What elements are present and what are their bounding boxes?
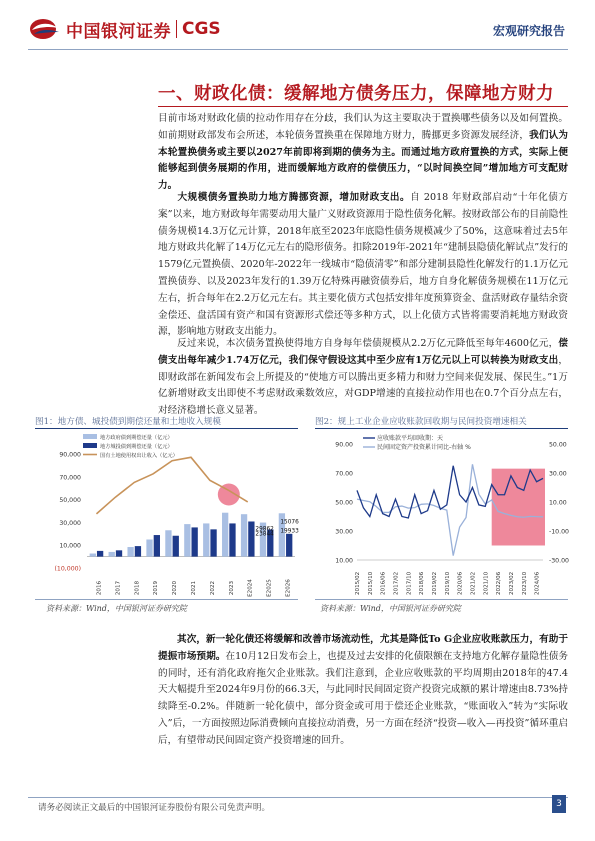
- y-tick-label: 50,000: [59, 497, 81, 505]
- paragraph-3: [158, 336, 568, 420]
- figure2-bottom-rule: [315, 599, 568, 600]
- y-left-tick-label: 50.00: [335, 499, 353, 507]
- y-tick-label: (10,000): [54, 565, 81, 573]
- brand-divider: [176, 20, 177, 38]
- data-label: 15076: [280, 519, 299, 526]
- section-title-rule: [158, 106, 568, 107]
- x-tick-label: 2023/10: [521, 571, 528, 595]
- legend-swatch: [83, 434, 97, 439]
- x-tick-label: 2021/10: [483, 571, 490, 595]
- x-tick-label: E2024: [247, 579, 254, 597]
- bar-urban-invest-bond: [286, 534, 292, 557]
- legend-label: 国有土地使用权出让收入（亿元）: [100, 453, 178, 459]
- x-tick-label: 2022: [209, 580, 216, 596]
- figure2-chart: [315, 430, 570, 598]
- bar-local-gov-bond: [222, 513, 228, 557]
- bar-local-gov-bond: [109, 552, 115, 557]
- legend-label: 应收账款平均回收期：天: [377, 435, 444, 442]
- x-tick-label: 2020/06: [457, 571, 464, 595]
- figure1-title: 图1：地方债、城投债到期偿还量和土地收入规模: [35, 417, 221, 427]
- data-label: 19933: [280, 528, 299, 535]
- paragraph-2: [158, 190, 568, 341]
- footer-disclaimer: 请务必阅读正文最后的中国银河证券股份有限公司免责声明。: [38, 803, 271, 813]
- bar-urban-invest-bond: [173, 536, 179, 557]
- header-rule: [28, 49, 568, 50]
- paragraph-run: 我们认为本轮置换债务或主要以2027年前即将到期的债务为主。而通过地方政府置换的方式，实际上便能够起到债务展期的作用，进而缓解地方政府的偿债压力，“以时间换空间”增加地方可支配财力。: [158, 129, 569, 192]
- figure2-rule: [315, 428, 568, 429]
- y-right-tick-label: 30.00: [549, 470, 567, 478]
- cgs-logo-icon: [28, 16, 62, 42]
- x-tick-label: 2021/02: [470, 571, 477, 595]
- brand-name-en: CGS: [182, 19, 221, 39]
- x-tick-label: 2019: [153, 580, 160, 596]
- bar-urban-invest-bond: [248, 521, 254, 556]
- bar-urban-invest-bond: [116, 550, 122, 556]
- x-tick-label: 2015/10: [367, 571, 374, 595]
- y-tick-label: 70,000: [59, 474, 81, 482]
- legend-label: 民间固定资产投资累计同比-右轴 %: [377, 444, 471, 451]
- paragraph-run: ，即财政部在新闻发布会上所提及的“使地方可以腾出更多精力和财力空间来促发展、保民生。”1万亿新增财政支出即使不考虑财政乘数效应，对GDP增速的直接拉动作用也在0.7个百分点左右，对经济稳增长意义显著。: [158, 354, 568, 417]
- page-number: 3: [552, 795, 566, 813]
- brand-logo: [28, 16, 221, 42]
- report-type: 宏观研究报告: [492, 24, 565, 38]
- bar-local-gov-bond: [184, 524, 190, 556]
- x-tick-label: 2017/02: [393, 571, 400, 595]
- figure1-bottom-rule: [35, 599, 298, 600]
- data-label: 23844: [255, 531, 274, 538]
- x-tick-label: 2024/06: [534, 571, 541, 595]
- figure2-source: 资料来源：Wind，中国银河证券研究院: [320, 604, 461, 613]
- paragraph-run: 大规模债务置换助力地方腾挪资源，增加财政支出。: [177, 192, 411, 203]
- bar-urban-invest-bond: [229, 523, 235, 556]
- paragraph-run: 偿债支出每年减少1.74万亿元，我们保守假设这其中至少应有1万亿元以上可以转换为财政支出: [158, 338, 568, 366]
- bar-local-gov-bond: [146, 540, 152, 557]
- x-tick-label: 2018: [134, 580, 141, 596]
- paragraph-run: 自 2018 年财政部启动“十年化债方案”以来，地方财政每年需要动用大量广义财政资源用于隐性债务化解。按财政部公布的目前隐性债务规模14.3万亿元计算，2018年底至2023年底隐性债务规模减少了50%，这意味着过去5年地方财政共化解了14万亿元左右的隐形债务。扣除2019年-2021年“建制县隐债化解试点”发行的1579亿元置换债、2020年-2022年一线城市“隐债清零”和部分建制县隐性化解发行的1.1万亿元置换债券、以及2023年发行的1.39万亿特殊再融资债券后，地方自身化解债务规模在11万亿元左右，折合每年在2.2万亿元左右。其主要化债方式包括安排年度预算资金、盘活财政存量结余资金偿还、盘活国有资产和国有资源形式偿还等多种方式，以上化债方式皆将需要消耗地方财政资源，影响地方财政支出能力。: [158, 192, 569, 338]
- y-tick-label: 90,000: [59, 451, 81, 459]
- bar-local-gov-bond: [203, 523, 209, 556]
- y-right-tick-label: 50.00: [549, 441, 567, 449]
- x-tick-label: E2026: [285, 579, 292, 597]
- x-tick-label: 2016: [96, 580, 103, 596]
- figure1-chart: [35, 430, 300, 598]
- x-tick-label: 2016/06: [380, 571, 387, 595]
- paragraph-4: [158, 632, 568, 750]
- bar-urban-invest-bond: [192, 527, 198, 556]
- x-tick-label: 2020: [172, 580, 179, 596]
- figure2-title: 图2：规上工业企业应收账款回收期与民间投资增速相关: [315, 417, 527, 427]
- x-tick-label: 2021: [191, 580, 197, 596]
- paragraph-run: 在10月12日发布会上，也提及过去安排的化债限额在支持地方化解存量隐性债务的同时，还有消化政府拖欠企业账款。我们注意到，企业应收账款的平均周期由2018年的47.4天大幅提升至2024年9月份的66.3天，与此同时民间固定资产投资完成额的累计增速由8.73%持续降至-0.2%。伴随新一轮化债中，部分资金或可用于偿还企业账款，“账面收入”转为“实际收入”后，一方面按照边际消费倾向直接拉动消费，另一方面在经济“投资—收入—再投资”循环重启后，有望带动民间固定资产投资增速的回升。: [158, 650, 568, 746]
- brand-name-cn: 中国银河证券: [66, 21, 171, 42]
- bar-urban-invest-bond: [154, 535, 160, 557]
- x-tick-label: 2019/02: [431, 571, 438, 595]
- figure1-source: 资料来源：Wind，中国银河证券研究院: [46, 604, 187, 613]
- legend-label: 地方城投债到期偿还量（亿元）: [100, 444, 173, 450]
- bar-local-gov-bond: [241, 514, 247, 556]
- figure1-rule: [35, 428, 298, 429]
- highlight-region: [492, 469, 545, 546]
- paragraph-run: 目前市场对财政化债的拉动作用存在分歧，我们认为这主要取决于置换哪些债务以及如何置换。如前期财政部发布会所述，本轮债务置换重在保障地方财力，腾挪更多资源发展经济，: [158, 113, 568, 141]
- y-right-tick-label: -30.00: [549, 557, 569, 565]
- x-tick-label: 2018/06: [419, 571, 426, 595]
- bar-local-gov-bond: [90, 554, 96, 557]
- x-tick-label: 2023: [228, 580, 235, 596]
- x-tick-label: 2017/10: [406, 571, 413, 595]
- y-left-tick-label: 70.00: [335, 470, 353, 478]
- x-tick-label: 2017: [115, 580, 122, 596]
- x-tick-label: 2022/06: [496, 571, 503, 595]
- paragraph-run: 反过来说，本次债务置换使得地方自身每年偿债规模从2.2万亿元降低至每年4600亿元，: [177, 338, 559, 349]
- footer-rule: [28, 797, 568, 798]
- legend-swatch: [83, 443, 97, 448]
- bar-urban-invest-bond: [97, 551, 103, 557]
- bar-local-gov-bond: [127, 547, 133, 557]
- y-tick-label: 10,000: [59, 542, 81, 550]
- section-title: 一、财政化债：缓解地方债务压力，保障地方财力: [158, 84, 554, 104]
- paragraph-run: 其次，新一轮化债还将缓解和改善市场流动性，尤其是降低To G企业应收账款压力，有助于提振市场预期。: [158, 634, 568, 662]
- x-tick-label: 2015/02: [355, 571, 361, 595]
- y-left-tick-label: 10.00: [335, 557, 353, 565]
- y-right-tick-label: 10.00: [549, 499, 567, 507]
- x-tick-label: 2023/02: [508, 571, 515, 595]
- bar-local-gov-bond: [165, 530, 171, 556]
- y-left-tick-label: 30.00: [335, 528, 353, 536]
- y-tick-label: 30,000: [59, 519, 81, 527]
- paragraph-1: [158, 111, 568, 195]
- y-left-tick-label: 90.00: [335, 441, 353, 449]
- data-label: 29862: [255, 526, 274, 533]
- y-right-tick-label: -10.00: [549, 528, 569, 536]
- x-tick-label: E2025: [266, 579, 273, 597]
- bar-urban-invest-bond: [135, 546, 141, 556]
- bar-urban-invest-bond: [210, 529, 216, 556]
- legend-label: 地方政府债到期偿还量（亿元）: [100, 435, 173, 441]
- x-tick-label: 2019/10: [444, 571, 451, 595]
